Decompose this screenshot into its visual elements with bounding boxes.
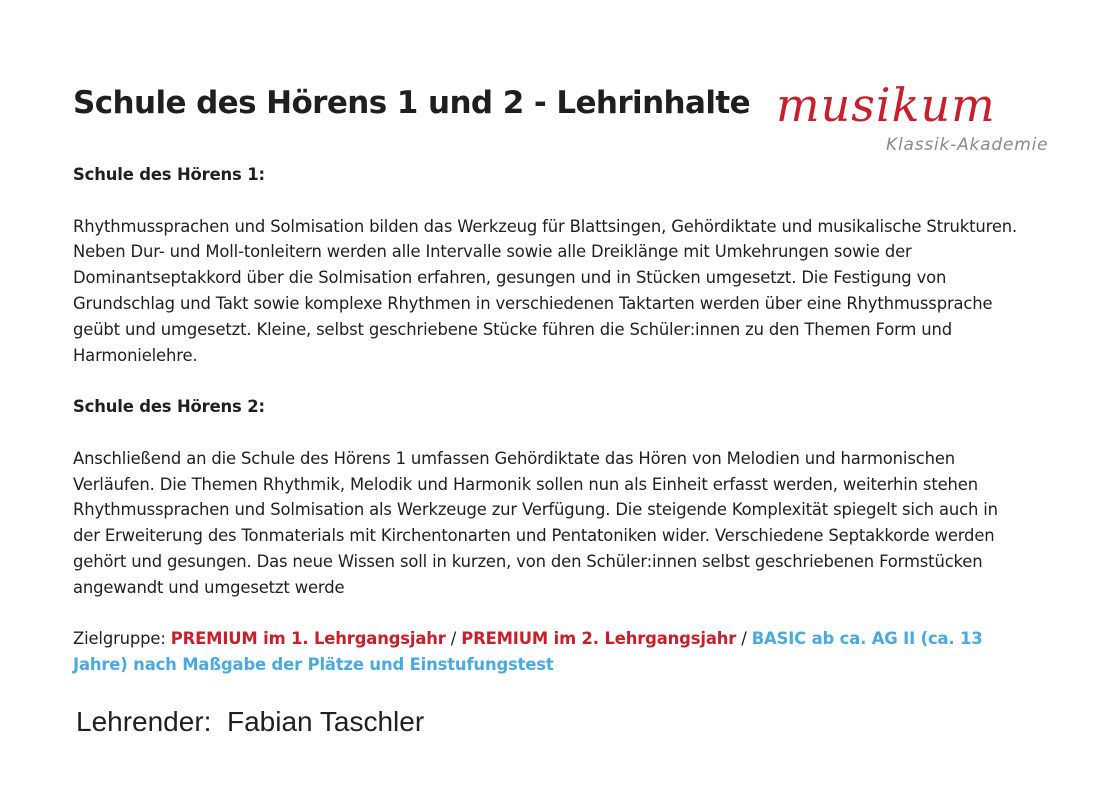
premium-year-2: PREMIUM im 2. Lehrgangsjahr: [461, 629, 737, 649]
basic-tier: BASIC ab ca. AG II (ca. 13 Jahre) nach Maßgabe der Plätze und Einstufungstest: [73, 629, 983, 675]
logo-tagline: Klassik-Akademie: [886, 135, 1049, 155]
spacer: [73, 601, 1023, 627]
musikum-logo: [776, 78, 1056, 160]
page-title: Schule des Hörens 1 und 2 - Lehrinhalte: [73, 85, 751, 121]
separator: /: [736, 629, 752, 649]
section-2-heading: Schule des Hörens 2:: [73, 397, 265, 417]
document-body: [73, 162, 1023, 678]
section-1-heading: Schule des Hörens 1:: [73, 165, 265, 184]
teacher-name: Lehrender: Fabian Taschler: [76, 706, 425, 737]
target-group-label: Zielgruppe:: [73, 629, 171, 649]
separator: /: [445, 629, 462, 649]
spacer: [73, 420, 1023, 446]
spacer: [73, 368, 1023, 394]
spacer: [73, 188, 1023, 214]
section-1-body: Rhythmussprachen und Solmisation bilden das Werkzeug für Blattsingen, Gehördiktate und musikalische Strukturen. Neben Dur- und Moll-tonleitern werden alle Intervalle sowie alle Dreiklänge mit Umkehrungen sowie der Dominantseptakkord über die Solmisation erfahren, gesungen und in Stücken umgesetzt. Die Festigung von Grundschlag und Takt sowie komplexe Rhythmen in verschiedenen Taktarten werden über eine Rhythmussprache geübt und umgesetzt. Kleine, selbst geschriebene Stücke führen die Schüler:innen zu den Themen Form und Harmonielehre.: [73, 216, 1018, 365]
section-2-body: Anschließend an die Schule des Hörens 1 umfassen Gehördiktate das Hören von Melodien und harmonischen Verläufen. Die Themen Rhythmik, Melodik und Harmonik sollen nun als Einheit erfasst werden, weiterhin stehen Rhythmussprachen und Solmisation als Werkzeuge zur Verfügung. Die steigende Komplexität spiegelt sich auch in der Erweiterung des Tonmaterials mit Kirchentonarten und Pentatoniken wider. Verschiedene Septakkorde werden gehört und gesungen. Das neue Wissen soll in kurzen, von den Schüler:innen selbst geschriebenen Formstücken angewandt und umgesetzt werde: [73, 448, 998, 597]
premium-year-1: PREMIUM im 1. Lehrgangsjahr: [170, 629, 446, 649]
logo-brand: musikum: [776, 78, 996, 132]
target-group: [73, 626, 1023, 678]
